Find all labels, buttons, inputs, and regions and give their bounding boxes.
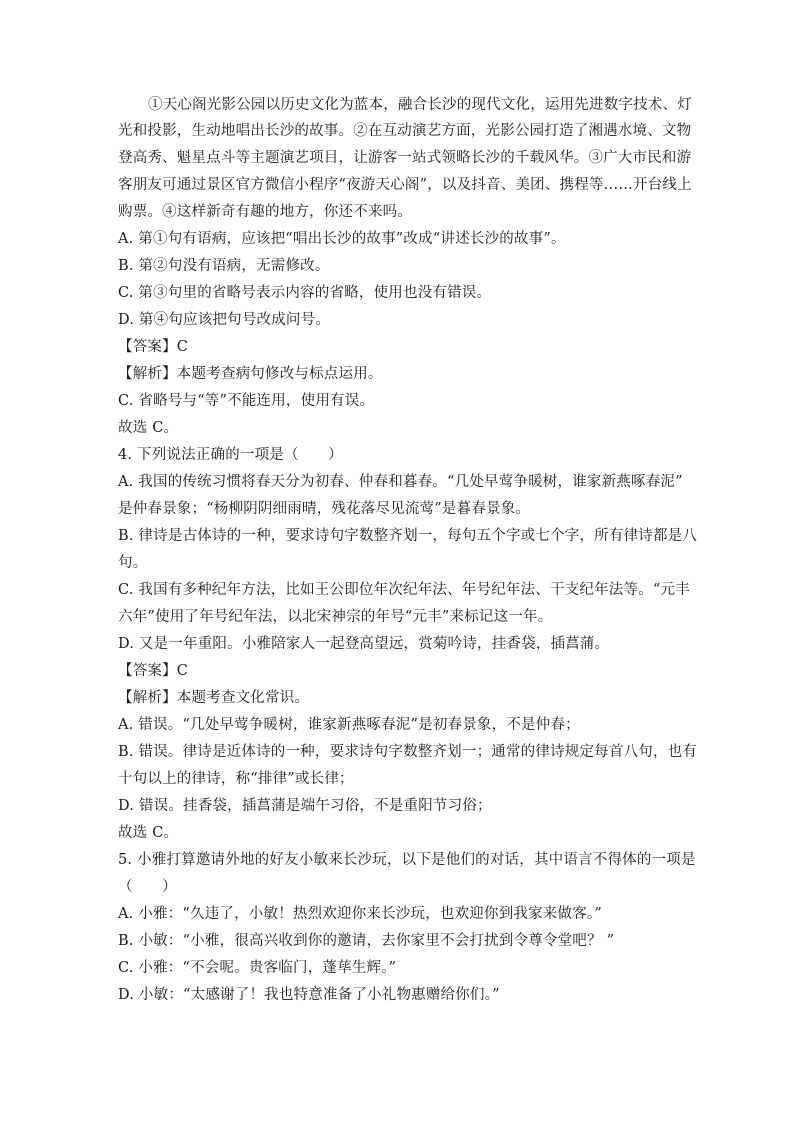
q4-analysis-b-line-1: B. 错误。律诗是近体诗的一种，要求诗句字数整齐划一；通常的律诗规定每首八句，也有 [118,744,698,760]
q5-stem-line-2: （ ） [118,879,177,895]
q4-analysis-d: D. 错误。挂香袋，插菖蒲是端午习俗，不是重阳节习俗； [118,798,492,814]
q5-option-c: C. 小雅：“不会呢。贵客临门，蓬荜生辉。” [118,960,397,976]
q3-option-a: A. 第①句有语病，应该把“唱出长沙的故事”改成“讲述长沙的故事”。 [118,231,566,247]
q4-answer: 【答案】C [118,663,189,679]
q3-option-b: B. 第②句没有语病，无需修改。 [118,258,330,274]
passage-line-2: 光和投影，生动地唱出长沙的故事。②在互动演艺方面，光影公园打造了湘遇水境、文物 [118,123,692,139]
q4-analysis-b-line-2: 十句以上的律诗，称“排律”或长律； [118,771,354,787]
q3-analysis-c: C. 省略号与“等”不能连用，使用有误。 [118,393,375,409]
passage-line-5: 购票。④这样新奇有趣的地方，你还不来吗。 [118,204,412,220]
q5-stem-line-1: 5. 小雅打算邀请外地的好友小敏来长沙玩，以下是他们的对话，其中语言不得体的一项是 [118,852,696,868]
q4-option-a-line-1: A. 我国的传统习惯将春天分为初春、仲春和暮春。“几处早莺争暖树，谁家新燕啄春泥” [118,474,683,490]
q4-option-b-line-1: B. 律诗是古体诗的一种，要求诗句字数整齐划一，每句五个字或七个字，所有律诗都是八 [118,528,698,544]
q3-option-d: D. 第④句应该把句号改成问号。 [118,312,331,328]
q3-conclusion: 故选 C。 [118,420,179,436]
q4-analysis-a: A. 错误。“几处早莺争暖树，谁家新燕啄春泥”是初春景象，不是仲春； [118,717,580,733]
passage-line-4: 客朋友可通过景区官方微信小程序“夜游天心阁”，以及抖音、美团、携程等……开台线上 [118,177,692,193]
q3-option-c: C. 第③句里的省略号表示内容的省略，使用也没有错误。 [118,285,492,301]
q5-option-a: A. 小雅：“久违了，小敏！热烈欢迎你来长沙玩，也欢迎你到我家来做客。” [118,906,602,922]
q4-stem: 4. 下列说法正确的一项是（ ） [118,447,343,463]
q5-option-b: B. 小敏：“小雅，很高兴收到你的邀请，去你家里不会打扰到令尊令堂吧？ ” [118,933,615,949]
passage-line-1: ①天心阁光影公园以历史文化为蓝本，融合长沙的现代文化，运用先进数字技术、灯 [148,97,692,113]
q4-option-a-line-2: 是仲春景象；“杨柳阴阴细雨晴，残花落尽见流莺”是暮春景象。 [118,501,531,517]
q4-conclusion: 故选 C。 [118,825,179,841]
q4-option-c-line-1: C. 我国有多种纪年方法，比如王公即位年次纪年法、年号纪年法、干支纪年法等。“元丰 [118,582,690,598]
q5-option-d: D. 小敏：“太感谢了！我也特意准备了小礼物惠赠给你们。” [118,987,500,1003]
q4-option-d: D. 又是一年重阳。小雅陪家人一起登高望远，赏菊吟诗，挂香袋，插菖蒲。 [118,636,610,652]
q4-option-c-line-2: 六年”使用了年号纪年法，以北宋神宗的年号“元丰”来标记这一年。 [118,609,553,625]
q4-option-b-line-2: 句。 [118,555,148,571]
q4-analysis: 【解析】本题考查文化常识。 [118,690,310,706]
passage-line-3: 登高秀、魁星点斗等主题演艺项目，让游客一站式领略长沙的千载风华。③广大市民和游 [118,150,692,166]
q3-answer: 【答案】C [118,339,189,355]
q3-analysis: 【解析】本题考查病句修改与标点运用。 [118,366,383,382]
